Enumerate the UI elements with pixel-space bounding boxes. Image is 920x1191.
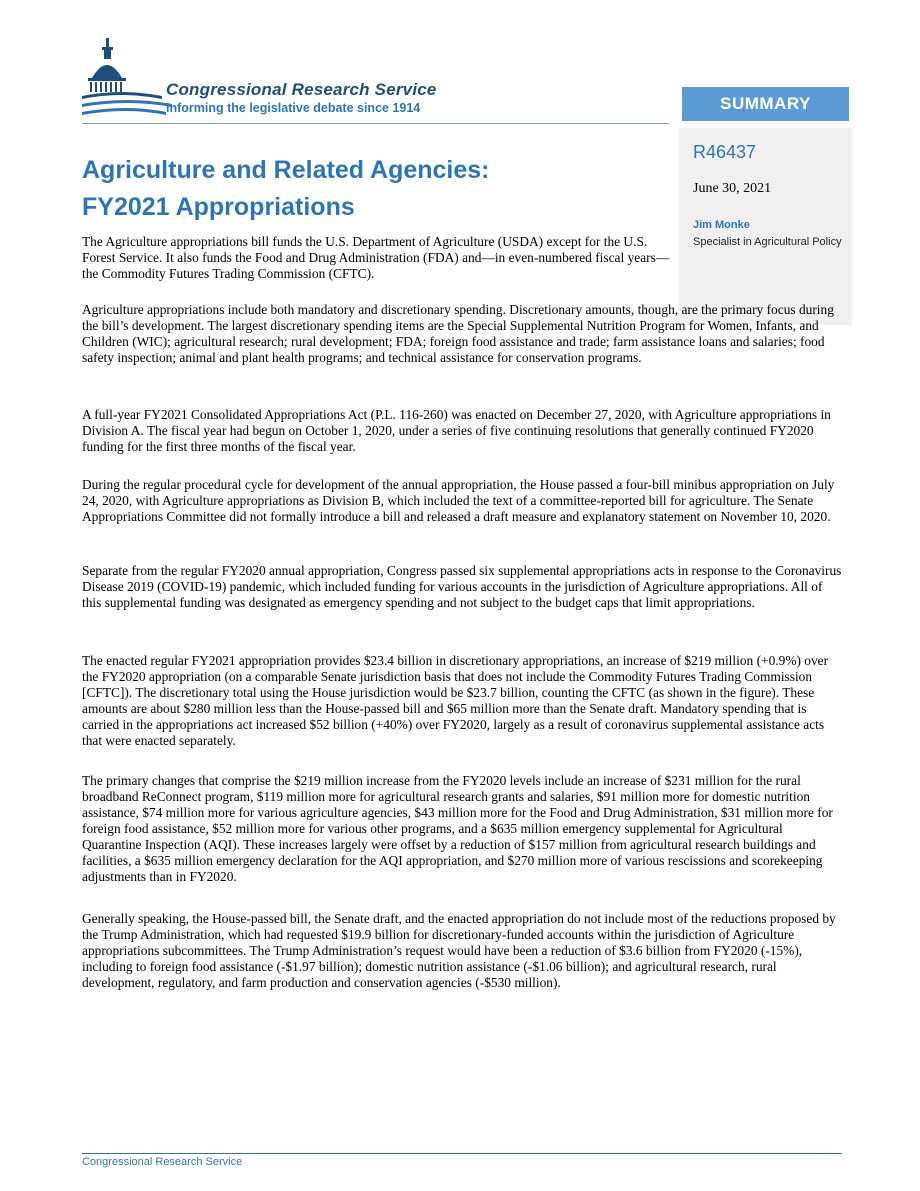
paragraph-enacted-totals: The enacted regular FY2021 appropriation provides $23.4 billion in discretionary appropriations, an increase of $219 million (+0.9%) over the FY2020 appropriation (on a comparable Senate jurisdiction basis that does not include the Commodity Futures Trading Commission [CFTC]). The discretionary total using the House jurisdiction would be $23.7 billion, counting the CFTC (as shown in the figure). These amounts are about $280 million less than the House-passed bill and $65 million more than the Senate draft. Mandatory spending that is carried in the appropriations act increased $52 billion (+40%) over FY2020, largely as a result of coronavirus supplemental assistance acts that were enacted separately. — [82, 653, 829, 748]
paragraph-supplemental: Separate from the regular FY2020 annual appropriation, Congress passed six supplemental appropriations acts in response to the Coronavirus Disease 2019 (COVID-19) pandemic, which included funding for various accounts in the jurisdiction of Agriculture appropriations. All of this supplemental funding was designated as emergency spending and not subject to the budget caps that limit appropriations. — [82, 563, 842, 610]
brand-tagline: Informing the legislative debate since 1914 — [166, 101, 421, 115]
author-title: Specialist in Agricultural Policy — [693, 236, 842, 248]
report-number: R46437 — [693, 142, 757, 162]
paragraph-spending-text: Agriculture appropriations include both mandatory and discretionary spending. Discretionary amounts, though, are the primary focus during the bill’s development. The largest discretionary spending items are the Special Supplemental Nutrition Program for Women, Infants, and Children (WIC); agricultural research; rural development; FDA; foreign food assistance and trade; farm assistance loans and salaries; food safety inspection; animal and plant health programs; and technical assistance for conservation programs. — [82, 302, 834, 365]
footer-text: Congressional Research Service — [82, 1156, 243, 1168]
paragraph-enactment: A full-year FY2021 Consolidated Appropriations Act (P.L. 116-260) was enacted on December 27, 2020, with Agriculture appropriations in Division A. The fiscal year had begun on October 1, 2020, under a series of five continuing resolutions that generally continued FY2020 funding for the first three months of the fiscal year. — [82, 407, 831, 454]
paragraph-admin-request: Generally speaking, the House-passed bill, the Senate draft, and the enacted appropriation do not include most of the reductions proposed by the Trump Administration, which had requested $19.9 billion for discretionary-funded accounts within the jurisdiction of Agriculture appropriations subcommittees. The Trump Administration’s request would have been a reduction of $3.6 billion from FY2020 (-15%), including to foreign food assistance (-$1.97 billion); domestic nutrition assistance (-$1.06 billion); and agricultural research, rural development, regulatory, and farm production and conservation agencies (-$530 million). — [82, 911, 836, 990]
title-line-2: FY2021 Appropriations — [82, 193, 355, 221]
paragraph-scope: The Agriculture appropriations bill funds the U.S. Department of Agriculture (USDA) except for the U.S. Forest Service. It also funds the Food and Drug Administration (FDA) and—in even-numbered fiscal years—the Commodity Futures Trading Commission (CFTC). — [82, 234, 670, 281]
title-line-1: Agriculture and Related Agencies: — [82, 156, 490, 184]
report-date: June 30, 2021 — [693, 181, 772, 196]
paragraph-spending — [82, 302, 842, 366]
document-title — [82, 152, 642, 226]
paragraph-procedure: During the regular procedural cycle for development of the annual appropriation, the House passed a four-bill minibus appropriation on July 24, 2020, with Agriculture appropriations as Division B, which included the text of a committee-reported bill for agriculture. The Senate Appropriations Committee did not formally introduce a bill and released a draft measure and explanatory statement on November 10, 2020. — [82, 477, 835, 524]
header-divider — [82, 123, 669, 124]
footer-divider — [82, 1153, 842, 1154]
paragraph-primary-changes: The primary changes that comprise the $219 million increase from the FY2020 levels include an increase of $231 million for the rural broadband ReConnect program, $119 million more for agricultural research grants and salaries, $91 million more for domestic nutrition assistance, $74 million more for various agriculture agencies, $43 million more for the Food and Drug Administration, $31 million more for foreign food assistance, $52 million more for various other programs, and a $635 million emergency supplemental for Agricultural Quarantine Inspection (AQI). These increases largely were offset by a reduction of $157 million from agricultural research buildings and facilities, a $635 million emergency declaration for the AQI appropriation, and $270 million more of various rescissions and scorekeeping adjustments than in FY2020. — [82, 773, 833, 884]
summary-tab: SUMMARY — [682, 87, 849, 121]
brand-name: Congressional Research Service — [166, 80, 437, 99]
author-name: Jim Monke — [693, 219, 750, 231]
